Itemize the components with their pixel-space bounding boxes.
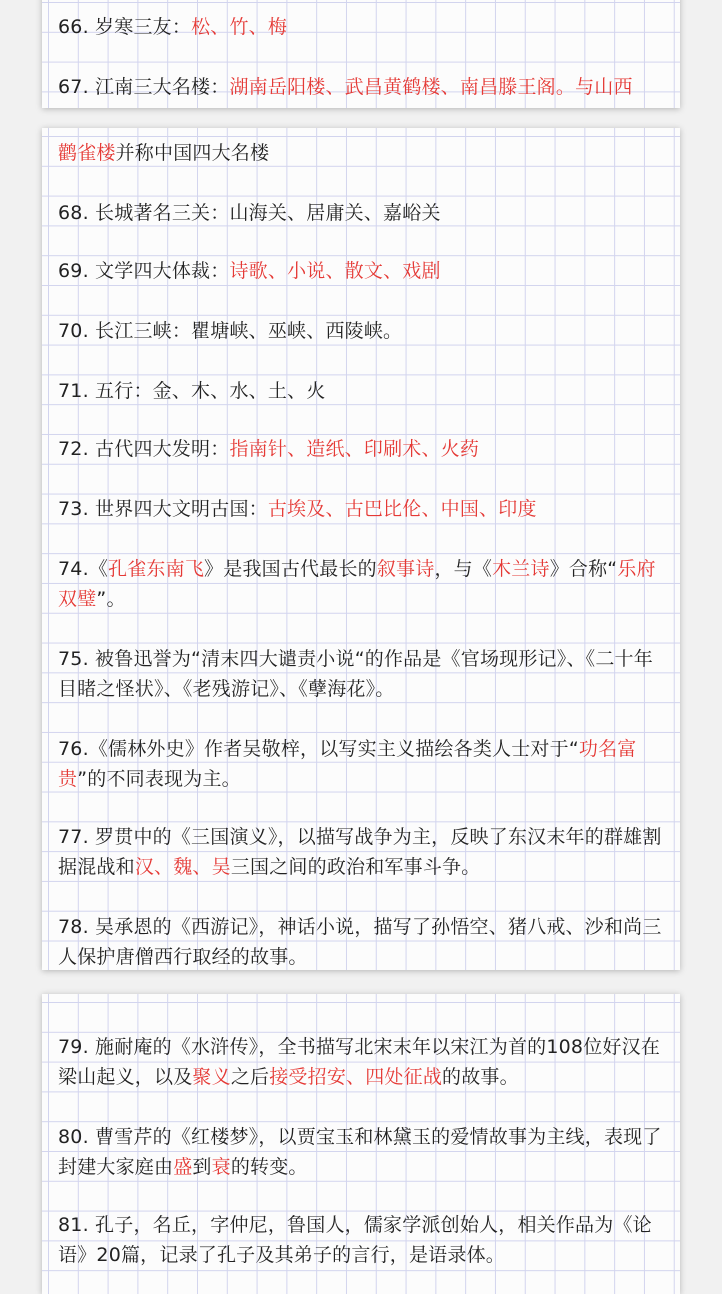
notebook-card-2 [42, 128, 680, 970]
note-item-75 [58, 644, 666, 704]
note-item-66 [58, 12, 666, 42]
highlight-text: 聚义 [192, 1066, 231, 1088]
highlight-text: 指南针、造纸、印刷术、火药 [229, 438, 480, 460]
note-text: 74.《 [58, 558, 109, 580]
note-text: 的故事。 [442, 1066, 519, 1088]
highlight-text: 接受招安、四处征战 [269, 1066, 443, 1088]
note-item-74 [58, 554, 666, 614]
note-text: 之后 [230, 1066, 270, 1088]
note-text: 80. 曹雪芹的《红楼梦》，以贾宝玉和林黛玉的爱情故事为主线，表现了封建大家庭由 [58, 1126, 662, 1178]
note-item-68 [58, 198, 666, 228]
note-text: 76.《儒林外史》作者吴敬梓，以写实主义描绘各类人士对于“ [58, 738, 579, 760]
highlight-text: 松、竹、梅 [191, 16, 288, 38]
note-text: 75. 被鲁迅誉为“清末四大谴责小说“的作品是《官场现形记》、《二十年目睹之怪状》、《老残游记》、《孽海花》。 [58, 648, 653, 700]
highlight-text: 古埃及、古巴比伦、中国、印度 [267, 498, 537, 520]
note-item-78 [58, 912, 666, 970]
note-text: 69. 文学四大体裁： [58, 260, 230, 282]
note-text: 67. 江南三大名楼： [58, 76, 230, 98]
note-text: ”。 [96, 588, 126, 610]
note-text: 68. 长城著名三关：山海关、居庸关、嘉峪关 [58, 202, 441, 224]
highlight-text: 汉、魏、吴 [134, 856, 231, 878]
note-item-73 [58, 494, 666, 524]
note-text: 66. 岁寒三友： [58, 16, 192, 38]
highlight-text: 衰 [211, 1156, 231, 1178]
note-item-81 [58, 1210, 666, 1270]
note-item-71 [58, 376, 666, 406]
note-text: 71. 五行：金、木、水、土、火 [58, 380, 326, 402]
note-text: ，与《 [434, 558, 493, 580]
highlight-text: 木兰诗 [492, 558, 550, 580]
note-text: 79. 施耐庵的《水浒传》，全书描写北宋末年以宋江为首的108位好汉在梁山起义，以及 [58, 1036, 661, 1088]
highlight-text: 乐府双璧 [58, 558, 656, 610]
note-text: 70. 长江三峡：瞿塘峡、巫峡、西陵峡。 [58, 320, 403, 342]
note-item-70 [58, 316, 666, 346]
note-item-76 [58, 734, 666, 794]
note-item-80 [58, 1122, 666, 1182]
note-item-67b [58, 138, 666, 168]
note-text: 》是我国古代最长的 [204, 558, 377, 580]
note-text: 72. 古代四大发明： [58, 438, 230, 460]
highlight-text: 功名富贵 [58, 738, 637, 790]
notebook-card-1 [42, 0, 680, 108]
note-text: 并称中国四大名楼 [115, 142, 270, 164]
highlight-text: 盛 [173, 1156, 193, 1178]
notebook-card-3 [42, 994, 680, 1294]
note-text: 78. 吴承恩的《西游记》，神话小说，描写了孙悟空、猪八戒、沙和尚三人保护唐僧西行取经的故事。 [58, 916, 662, 968]
note-text: ”的不同表现为主。 [77, 768, 241, 790]
note-item-69 [58, 256, 666, 286]
note-text: 73. 世界四大文明古国： [58, 498, 268, 520]
note-text: 到 [192, 1156, 212, 1178]
highlight-text: 诗歌、小说、散文、戏剧 [229, 260, 441, 282]
highlight-text: 孔雀东南飞 [108, 558, 205, 580]
note-item-72 [58, 434, 666, 464]
note-text: 81. 孔子，名丘，字仲尼，鲁国人，儒家学派创始人，相关作品为《论语》20篇，记录了孔子及其弟子的言行，是语录体。 [58, 1214, 652, 1266]
note-text: 》合称“ [549, 558, 618, 580]
note-text: 的转变。 [230, 1156, 308, 1178]
note-text: 三国之间的政治和军事斗争。 [230, 856, 481, 878]
note-text: 77. 罗贯中的《三国演义》，以描写战争为主，反映了东汉末年的群雄割据混战和 [58, 826, 662, 878]
note-item-67 [58, 72, 666, 102]
note-item-79 [58, 1032, 666, 1092]
note-item-77 [58, 822, 666, 882]
highlight-text: 湖南岳阳楼、武昌黄鹤楼、南昌滕王阁。与山西 [229, 76, 633, 98]
highlight-text: 叙事诗 [376, 558, 435, 580]
highlight-text: 鹳雀楼 [58, 142, 116, 164]
